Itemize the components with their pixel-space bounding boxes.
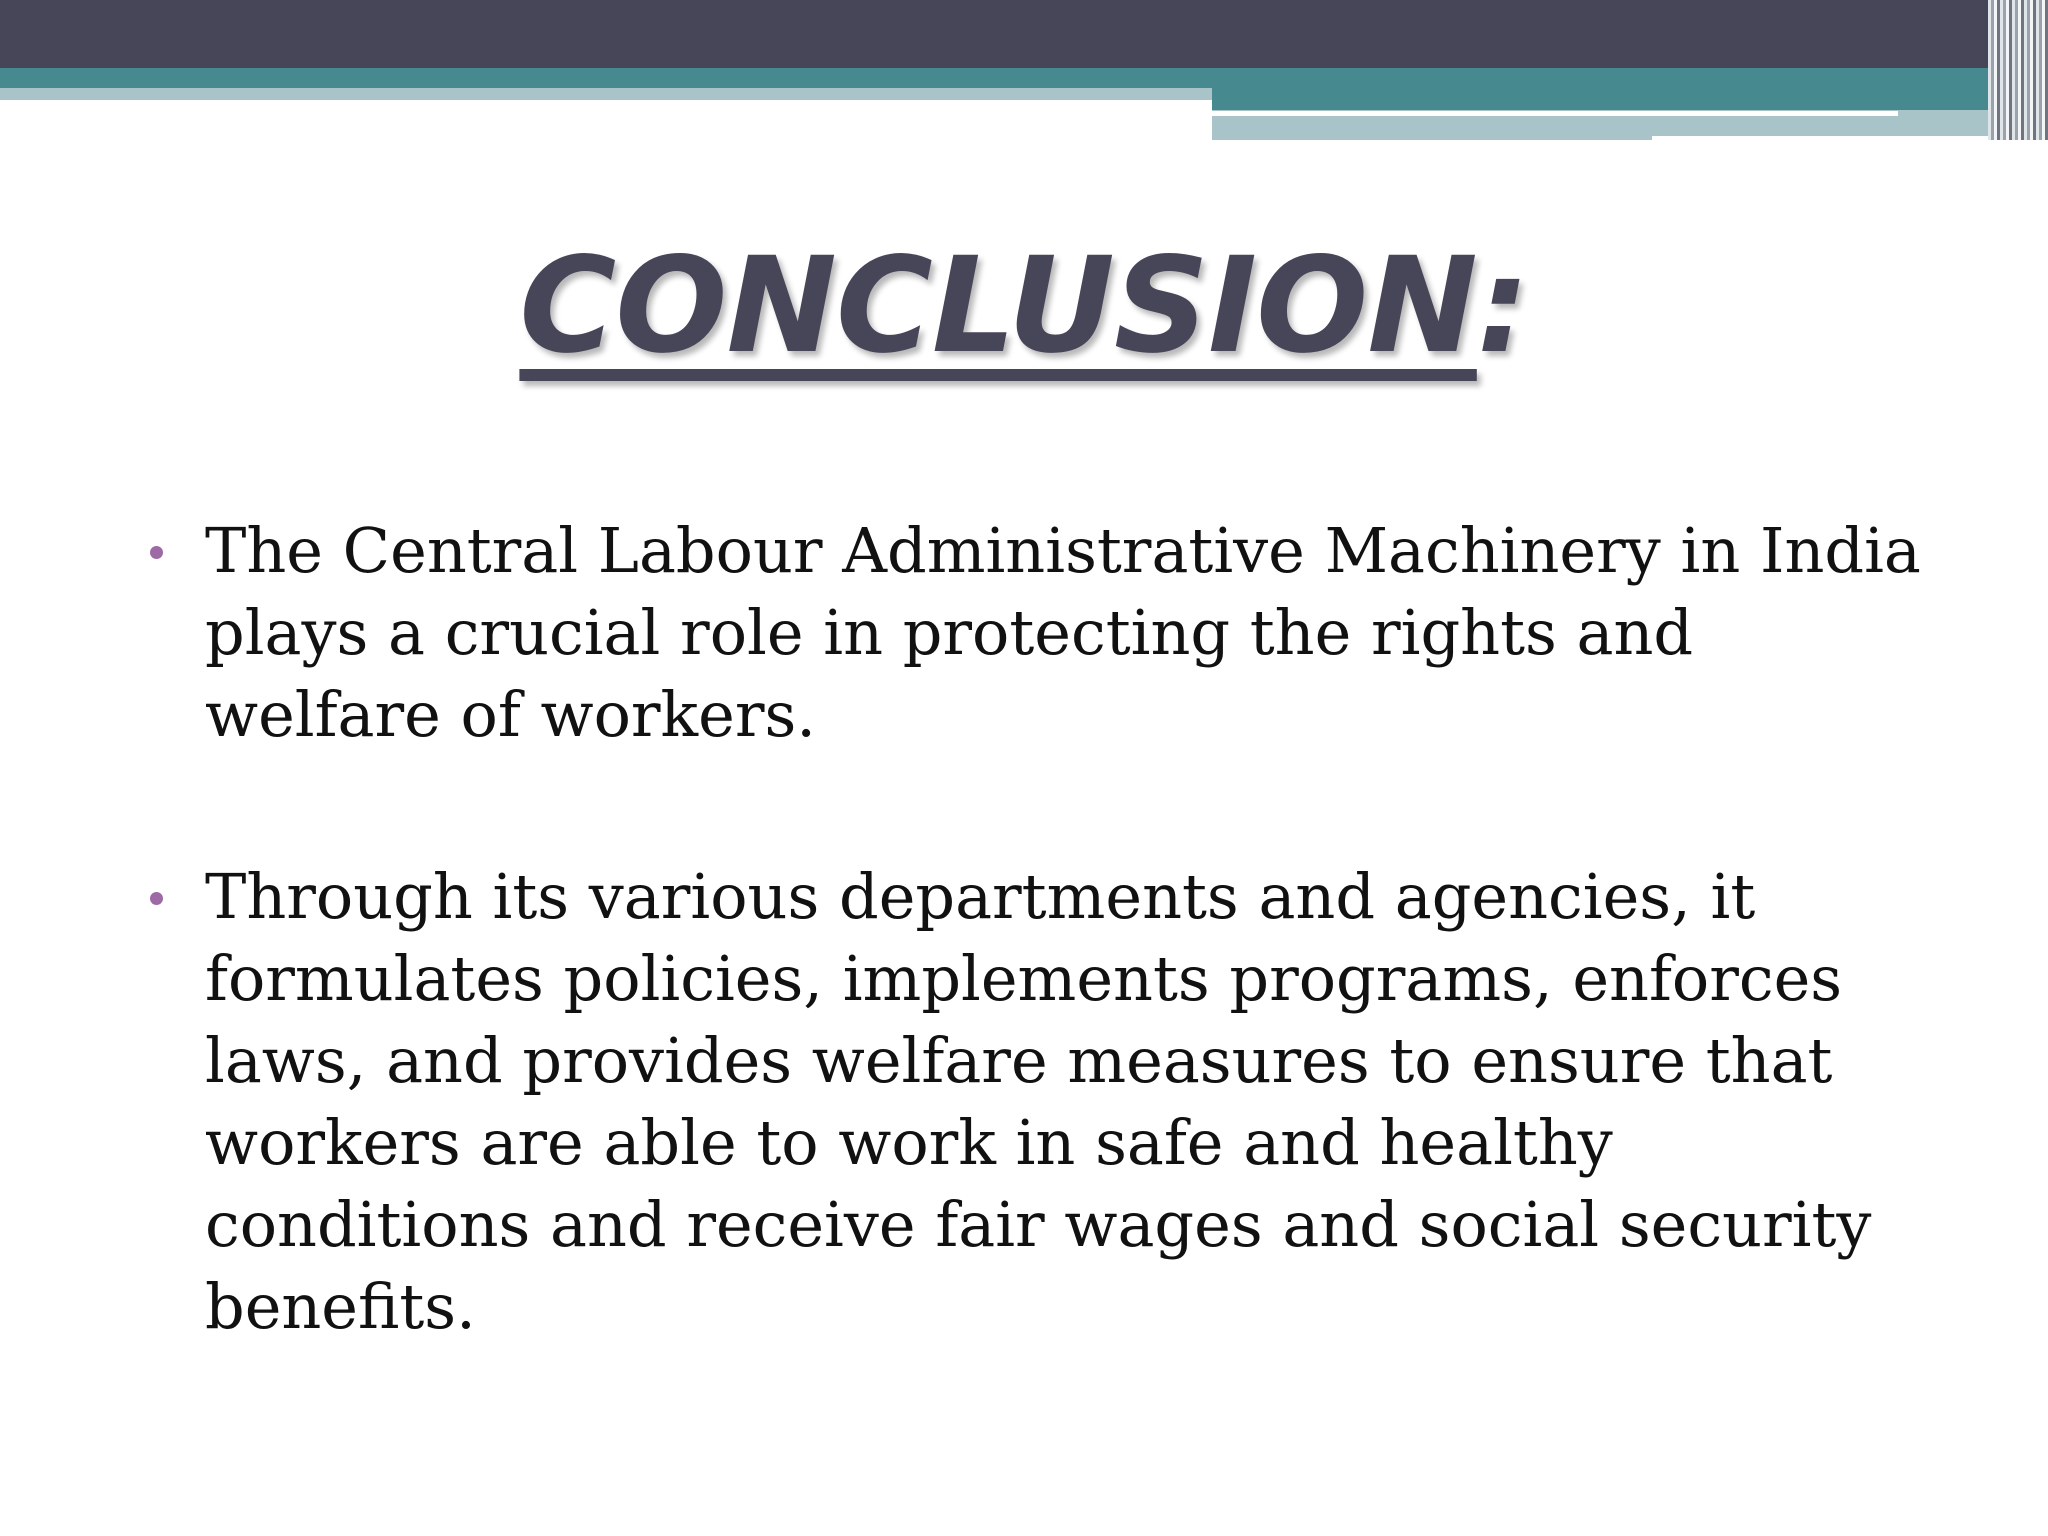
- bullet-item: [150, 856, 1930, 1348]
- header-white-line: [1212, 111, 1898, 116]
- bullet-list: [150, 510, 1930, 1348]
- slide-title-word: CONCLUSION: [519, 229, 1477, 383]
- header-band-teal-right: [1212, 88, 2048, 110]
- header-band-light: [0, 88, 1212, 100]
- header-stripes: [1988, 0, 2048, 140]
- slide-title: [0, 229, 2048, 383]
- bullet-text: Through its various departments and agencies, it formulates policies, implements programs, enforces laws, and provides welfare measures to ensure that workers are able to work in safe and healthy conditions and receive fair wages and social security benefits.: [205, 860, 1872, 1343]
- header-band-light-tail: [1212, 128, 1652, 140]
- bullet-dot-icon: [150, 546, 163, 559]
- bullet-dot-icon: [150, 892, 163, 905]
- bullet-text: The Central Labour Administrative Machinery in India plays a crucial role in protecting the rights and welfare of workers.: [205, 514, 1921, 751]
- bullet-item: [150, 510, 1930, 756]
- slide-title-colon: :: [1476, 229, 1529, 383]
- header-band-teal: [0, 68, 2048, 88]
- header-band-dark: [0, 0, 2048, 68]
